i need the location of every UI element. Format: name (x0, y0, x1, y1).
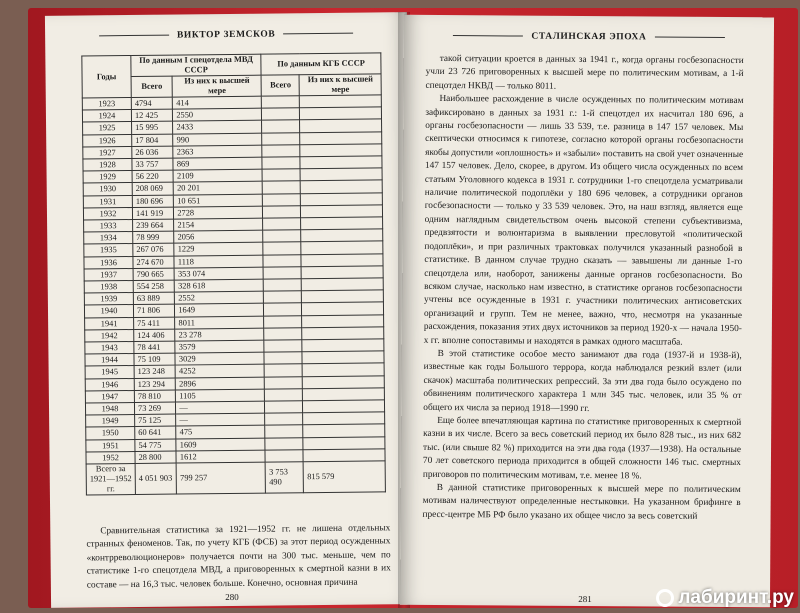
col-years-header: Годы (82, 56, 131, 99)
year-cell: 1938 (84, 281, 133, 294)
kgb-capital-cell (303, 376, 385, 389)
mvd-total-cell: 141 919 (132, 207, 173, 220)
total-mvd-capital: 799 257 (176, 462, 265, 494)
kgb-capital-cell (301, 193, 383, 206)
year-cell: 1925 (83, 122, 132, 135)
kgb-total-cell (262, 157, 300, 170)
year-cell: 1949 (86, 415, 135, 428)
kgb-total-cell (264, 315, 302, 328)
kgb-group-header: По данным КГБ СССР (261, 53, 381, 75)
kgb-capital-cell (300, 95, 382, 108)
left-running-head: ВИКТОР ЗЕМСКОВ (45, 28, 407, 42)
year-cell: 1926 (83, 134, 132, 147)
kgb-total-cell (263, 206, 301, 219)
kgb-total-cell (264, 340, 302, 353)
year-cell: 1931 (83, 195, 132, 208)
kgb-capital-cell (303, 400, 385, 413)
mvd-total-cell: 63 889 (133, 292, 174, 305)
mvd-total-cell: 180 696 (132, 195, 173, 208)
year-cell: 1946 (85, 378, 134, 391)
year-cell: 1950 (86, 427, 135, 440)
mvd-total-cell: 790 665 (133, 268, 174, 281)
kgb-capital-cell (303, 388, 385, 401)
mvd-capital-cell: 23 278 (175, 328, 264, 341)
mvd-total-cell: 33 757 (132, 158, 173, 171)
kgb-total-cell (265, 401, 303, 414)
kgb-capital-cell (302, 290, 384, 303)
mvd-total-cell: 75 109 (134, 353, 175, 366)
mvd-total-cell: 78 999 (133, 231, 174, 244)
year-cell: 1943 (85, 342, 134, 355)
right-paragraph-3: В этой статистике особое место занимают два года (1937-й и 1938-й), известные как годы Большого террора, когда наблюдался резкий взлет (или скачок) масштаба политических репрессий. За эти два года было осуждено по обвинениям политического характера 1 млн 345 тыс. человек, или 35 % от общего их числа за период 1918—1990 гг. (423, 348, 742, 414)
kgb-total-cell (262, 108, 300, 121)
kgb-capital-cell (302, 327, 384, 340)
left-body-text (86, 522, 391, 592)
mvd-total-cell: 123 294 (134, 378, 175, 391)
kgb-capital-cell (301, 217, 383, 230)
mvd-total-cell: 75 125 (135, 414, 176, 427)
kgb-total-cell (263, 230, 301, 243)
mvd-capital-cell: 2728 (174, 206, 263, 219)
year-cell: 1928 (83, 159, 132, 172)
repression-statistics-table (81, 52, 386, 495)
mvd-capital-cell: 1229 (174, 243, 263, 256)
mvd-total-cell: 124 406 (134, 329, 175, 342)
kgb-capital-cell (300, 119, 382, 132)
right-paragraph-5: В данной статистике приговоренных к высшей мере по политическим мотивам наличествуют определенные нестыковки. На указанном брифинге в пресс-центре МБ РФ было указано их общее число за весь советский (422, 482, 741, 522)
mvd-total-cell: 12 425 (131, 109, 172, 122)
year-cell: 1942 (85, 329, 134, 342)
kgb-capital-cell (303, 449, 385, 462)
kgb-capital-cell (302, 339, 384, 352)
mvd-capital-cell: 1105 (176, 389, 265, 402)
right-running-head: СТАЛИНСКАЯ ЭПОХА (404, 31, 774, 44)
kgb-capital-cell (303, 437, 385, 450)
kgb-total-cell (263, 242, 301, 255)
total-mvd: 4 051 903 (135, 463, 177, 494)
year-cell: 1937 (84, 268, 133, 281)
mvd-capital-cell: 20 201 (174, 182, 263, 195)
year-cell: 1941 (85, 317, 134, 330)
kgb-total-cell (264, 352, 302, 365)
mvd-total-cell: 274 670 (133, 256, 174, 269)
kgb-total-cell (264, 279, 302, 292)
kgb-total-cell (265, 450, 303, 463)
mvd-capital-cell: 2550 (173, 108, 262, 121)
mvd-capital-cell: 328 618 (175, 279, 264, 292)
year-cell: 1923 (82, 98, 131, 111)
kgb-capital-header: Из них к высшей мере (299, 74, 381, 96)
year-cell: 1945 (85, 366, 134, 379)
mvd-total-header: Всего (131, 76, 173, 97)
year-cell: 1940 (84, 305, 133, 318)
mvd-capital-cell: — (176, 413, 265, 426)
mvd-capital-cell: 414 (173, 96, 262, 109)
mvd-capital-cell: 2433 (173, 121, 262, 134)
right-paragraph-2: Наибольшее расхождение в числе осужденных по политическим мотивам зафиксировано в данных за 1931 г.: 1-й спецотдел их насчитал 180 696, а органы госбезопасности — лишь 33 539, т.е. разница в 147 157 человек. Мы скептически относимся к гипотезе, согласно которой органы госбезопасности якобы допустили «оплошность» и «забыли» поставить на свой учет означенные 147 157 человек. Дело, скорее, в другом. Из общего числа осужденных по всем статьям Уголовного кодекса в 1931 г. сотрудники 1-го спецотдела усматривали наличие политической подоплёки у 180 696 человек, а сотрудники органов госбезопасности — только у 33 539 человек. Это, на наш взгляд, является еще одним наглядным свидетельством очень высокой степени субъективизма, предвзятости и волюнтаризма в выявлении пресловутой «политической подоплёки», и при различных трактовках получился указанный разнобой в статистике. В данном случае трудно сказать — завышены ли данные 1-го спецотдела или, наоборот, занижены данные органов госбезопасности. Во всяком случае, насколько нам известно, в статистике органов госбезопасности учтены все осужденные в 1931 г. участники политических антисоветских организаций и групп. Тем не менее, важно, что, несмотря на указанные расхождения, показания этих двух источников за период 1920-х — начала 1950-х гг. вполне сопоставимы и находятся в рамках одного масштаба. (423, 94, 744, 348)
kgb-total-cell (262, 120, 300, 133)
left-page (45, 12, 413, 608)
kgb-capital-cell (302, 315, 384, 328)
mvd-total-cell: 17 804 (132, 134, 173, 147)
mvd-capital-cell: — (176, 401, 265, 414)
kgb-total-cell (265, 425, 303, 438)
mvd-capital-cell: 2363 (173, 145, 262, 158)
kgb-total-cell (265, 413, 303, 426)
kgb-total-header: Всего (261, 75, 299, 96)
kgb-total-cell (262, 169, 300, 182)
right-paragraph-1: такой ситуации кроется в данных за 1941 г., когда органы госбезопасности учли 23 726 приговоренных к высшей мере по политическим мотивам, а 1-й спецотдел НКВД — только 8011. (425, 53, 744, 92)
kgb-total-cell (262, 145, 300, 158)
year-cell: 1939 (84, 293, 133, 306)
year-cell: 1930 (83, 183, 132, 196)
mvd-capital-cell: 475 (176, 426, 265, 439)
kgb-capital-cell (300, 156, 382, 169)
mvd-total-cell: 15 995 (132, 121, 173, 134)
mvd-total-cell: 71 806 (133, 305, 174, 318)
kgb-capital-cell (300, 144, 382, 157)
mvd-capital-cell: 2552 (175, 291, 264, 304)
labirint-logo-icon (656, 589, 674, 607)
mvd-total-cell: 73 269 (134, 402, 175, 415)
mvd-capital-cell: 2896 (176, 377, 265, 390)
mvd-capital-cell: 3029 (175, 352, 264, 365)
year-cell: 1929 (83, 171, 132, 184)
year-cell: 1948 (85, 403, 134, 416)
mvd-total-cell: 267 076 (133, 244, 174, 257)
kgb-capital-cell (301, 266, 383, 279)
mvd-capital-cell: 1118 (174, 255, 263, 268)
kgb-capital-cell (301, 205, 383, 218)
mvd-capital-cell: 2109 (173, 169, 262, 182)
mvd-total-cell: 78 810 (134, 390, 175, 403)
mvd-total-cell: 28 800 (135, 451, 176, 464)
kgb-capital-cell (300, 168, 382, 181)
mvd-total-cell: 75 411 (134, 317, 175, 330)
mvd-capital-cell: 2154 (174, 218, 263, 231)
mvd-total-cell: 123 248 (134, 366, 175, 379)
kgb-total-cell (263, 193, 301, 206)
mvd-total-cell: 78 441 (134, 341, 175, 354)
mvd-capital-cell: 8011 (175, 316, 264, 329)
mvd-total-cell: 4794 (131, 97, 172, 110)
kgb-total-cell (264, 364, 302, 377)
mvd-total-cell: 554 258 (133, 280, 174, 293)
right-paragraph-4: Еще более впечатляющая картина по статистике приговоренных к смертной казни в их числе. Всего за весь советский период их было 828 тыс., из них 682 тыс. (или свыше 82 %) приходится на эти два года (1937—1938). На остальные 70 лет советского периода приходится в общей сложности 146 тыс. смертных приговоров по политическим мотивам, т.е. менее 18 %. (422, 415, 742, 481)
kgb-total-cell (263, 218, 301, 231)
left-page-number: 280 (225, 591, 239, 603)
kgb-total-cell (265, 389, 303, 402)
kgb-capital-cell (302, 278, 384, 291)
kgb-total-cell (264, 328, 302, 341)
year-cell: 1933 (84, 220, 133, 233)
total-label: Всего за 1921—1952 гг. (86, 464, 135, 496)
mvd-total-cell: 60 641 (135, 427, 176, 440)
kgb-capital-cell (301, 241, 383, 254)
table-total-row (86, 461, 385, 495)
year-cell: 1936 (84, 256, 133, 269)
mvd-capital-cell: 990 (173, 133, 262, 146)
kgb-total-cell (263, 267, 301, 280)
kgb-total-cell (265, 376, 303, 389)
year-cell: 1944 (85, 354, 134, 367)
mvd-total-cell: 26 036 (132, 146, 173, 159)
kgb-capital-cell (303, 424, 385, 437)
kgb-total-cell (264, 303, 302, 316)
total-kgb: 3 753 490 (265, 462, 303, 493)
mvd-capital-cell: 10 651 (174, 194, 263, 207)
kgb-capital-cell (301, 229, 383, 242)
kgb-total-cell (263, 254, 301, 267)
kgb-capital-cell (300, 132, 382, 145)
mvd-capital-cell: 3579 (175, 340, 264, 353)
mvd-capital-cell: 353 074 (174, 267, 263, 280)
kgb-capital-cell (302, 302, 384, 315)
total-kgb-capital: 815 579 (304, 461, 386, 493)
mvd-capital-cell: 1612 (176, 450, 265, 463)
mvd-total-cell: 54 775 (135, 439, 176, 452)
kgb-capital-cell (301, 254, 383, 267)
kgb-capital-cell (300, 107, 382, 120)
mvd-capital-cell: 2056 (174, 230, 263, 243)
right-page (400, 15, 774, 608)
year-cell: 1952 (86, 451, 135, 464)
mvd-capital-cell: 869 (173, 157, 262, 170)
year-cell: 1935 (84, 244, 133, 257)
mvd-total-cell: 208 069 (132, 182, 173, 195)
mvd-capital-cell: 1609 (176, 438, 265, 451)
kgb-total-cell (265, 437, 303, 450)
mvd-capital-header: Из них к высшей мере (172, 75, 261, 97)
mvd-capital-cell: 1649 (175, 304, 264, 317)
right-page-number: 281 (578, 593, 592, 605)
kgb-capital-cell (302, 351, 384, 364)
kgb-capital-cell (303, 412, 385, 425)
year-cell: 1924 (82, 110, 131, 123)
year-cell: 1947 (85, 390, 134, 403)
mvd-capital-cell: 4252 (175, 365, 264, 378)
mvd-total-cell: 56 220 (132, 170, 173, 183)
kgb-capital-cell (303, 363, 385, 376)
kgb-total-cell (262, 132, 300, 145)
year-cell: 1927 (83, 146, 132, 159)
left-paragraph: Сравнительная статистика за 1921—1952 гг. не лишена отдельных странных феноменов. Так, по учету КГБ (ФСБ) за этот период осужденных «контрреволюционеров» получается почти на 300 тыс. меньше, чем по статистике 1-го спецотдела МВД, а приговоренных к смертной казни в их составе — на 16,3 тыс. человек больше. Конечно, основная причина (86, 523, 391, 591)
right-body-text (423, 53, 744, 524)
year-cell: 1932 (83, 207, 132, 220)
kgb-capital-cell (301, 180, 383, 193)
year-cell: 1951 (86, 439, 135, 452)
mvd-group-header: По данным I спецотдела МВД СССР (131, 54, 262, 76)
kgb-total-cell (262, 96, 300, 109)
year-cell: 1934 (84, 232, 133, 245)
kgb-total-cell (263, 181, 301, 194)
labirint-watermark: лабиринт.ру (656, 587, 794, 609)
mvd-total-cell: 239 664 (133, 219, 174, 232)
kgb-total-cell (264, 291, 302, 304)
